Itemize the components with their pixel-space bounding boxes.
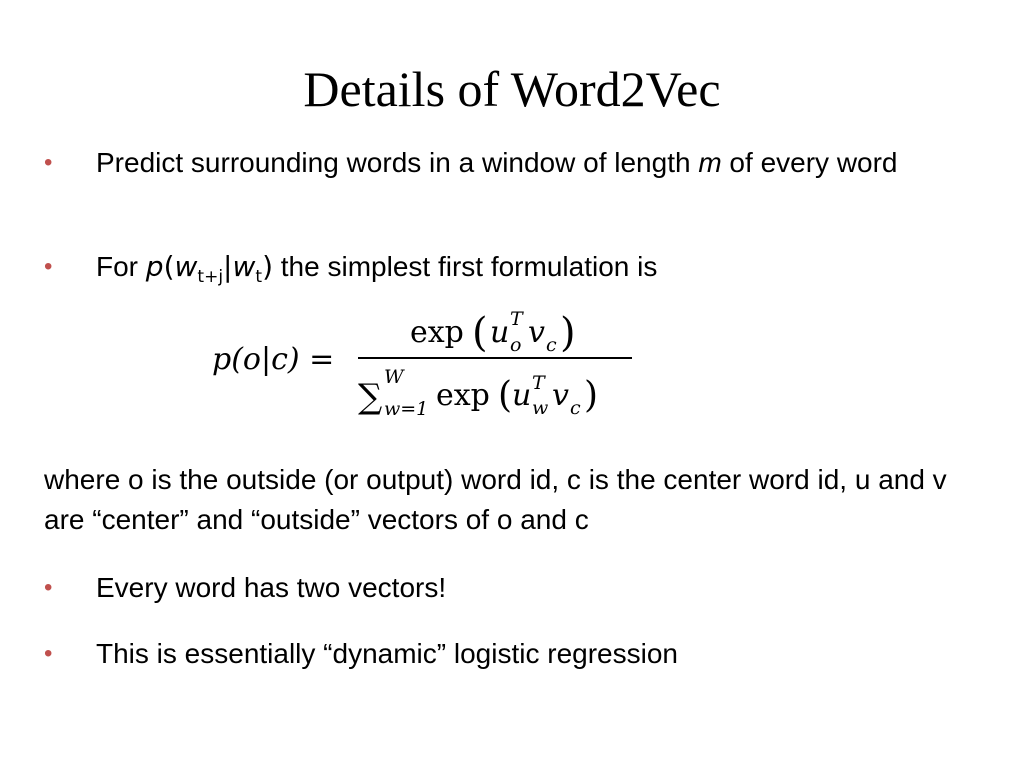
- denominator-close-paren: ): [584, 375, 599, 416]
- numerator-close-paren: ): [560, 310, 576, 356]
- bullet-marker: •: [44, 149, 53, 176]
- numerator-sup: T: [510, 308, 523, 330]
- window-length-symbol: m: [698, 147, 722, 178]
- denominator-sup: T: [532, 372, 545, 394]
- numerator-vsub: c: [546, 334, 557, 356]
- denominator-vsub: c: [570, 397, 581, 419]
- bullet-predict-surrounding: [44, 143, 984, 182]
- sum-lower-limit: w=1: [384, 398, 429, 420]
- slide-title: Details of Word2Vec: [303, 61, 721, 117]
- bullet-lead: For: [96, 251, 146, 282]
- numerator-exp: exp: [410, 315, 464, 350]
- denominator-u: u: [512, 378, 532, 413]
- bullet-marker: •: [44, 253, 53, 280]
- denominator-v: v: [552, 378, 569, 413]
- numerator-v: v: [528, 315, 545, 350]
- inline-probability-expression: $p(w_{t+j}|w_t)$: [145, 250, 273, 287]
- bullet-formulation: [44, 247, 984, 297]
- sum-symbol: ∑: [358, 377, 383, 417]
- bullet-logistic-regression: [44, 634, 984, 673]
- denominator-open-paren: (: [498, 375, 513, 416]
- bullet-text: Every word has two vectors!: [96, 572, 447, 603]
- softmax-formula: [208, 305, 648, 425]
- bullet-text-before: Predict surrounding words in a window of length: [96, 147, 699, 178]
- sum-upper-limit: W: [384, 366, 404, 388]
- numerator-u: u: [490, 315, 510, 350]
- denominator-exp: exp: [436, 378, 490, 413]
- bullet-two-vectors: [44, 568, 984, 607]
- numerator-open-paren: (: [472, 310, 488, 356]
- explanation-text: where o is the outside (or output) word id, c is the center word id, u and v are “center” and “outside” vectors of o and c: [44, 464, 947, 535]
- bullet-marker: •: [44, 640, 53, 667]
- bullet-marker: •: [44, 574, 53, 601]
- bullet-text: This is essentially “dynamic” logistic regression: [96, 638, 678, 669]
- denominator-sub: w: [532, 397, 549, 419]
- formula-lhs: p(o|c) =: [212, 342, 335, 377]
- bullet-text: [96, 143, 984, 182]
- numerator-sub: o: [510, 334, 522, 356]
- bullet-text: [96, 247, 984, 297]
- bullet-text-after: of every word: [721, 147, 898, 178]
- bullet-tail: the simplest first formulation is: [273, 251, 658, 282]
